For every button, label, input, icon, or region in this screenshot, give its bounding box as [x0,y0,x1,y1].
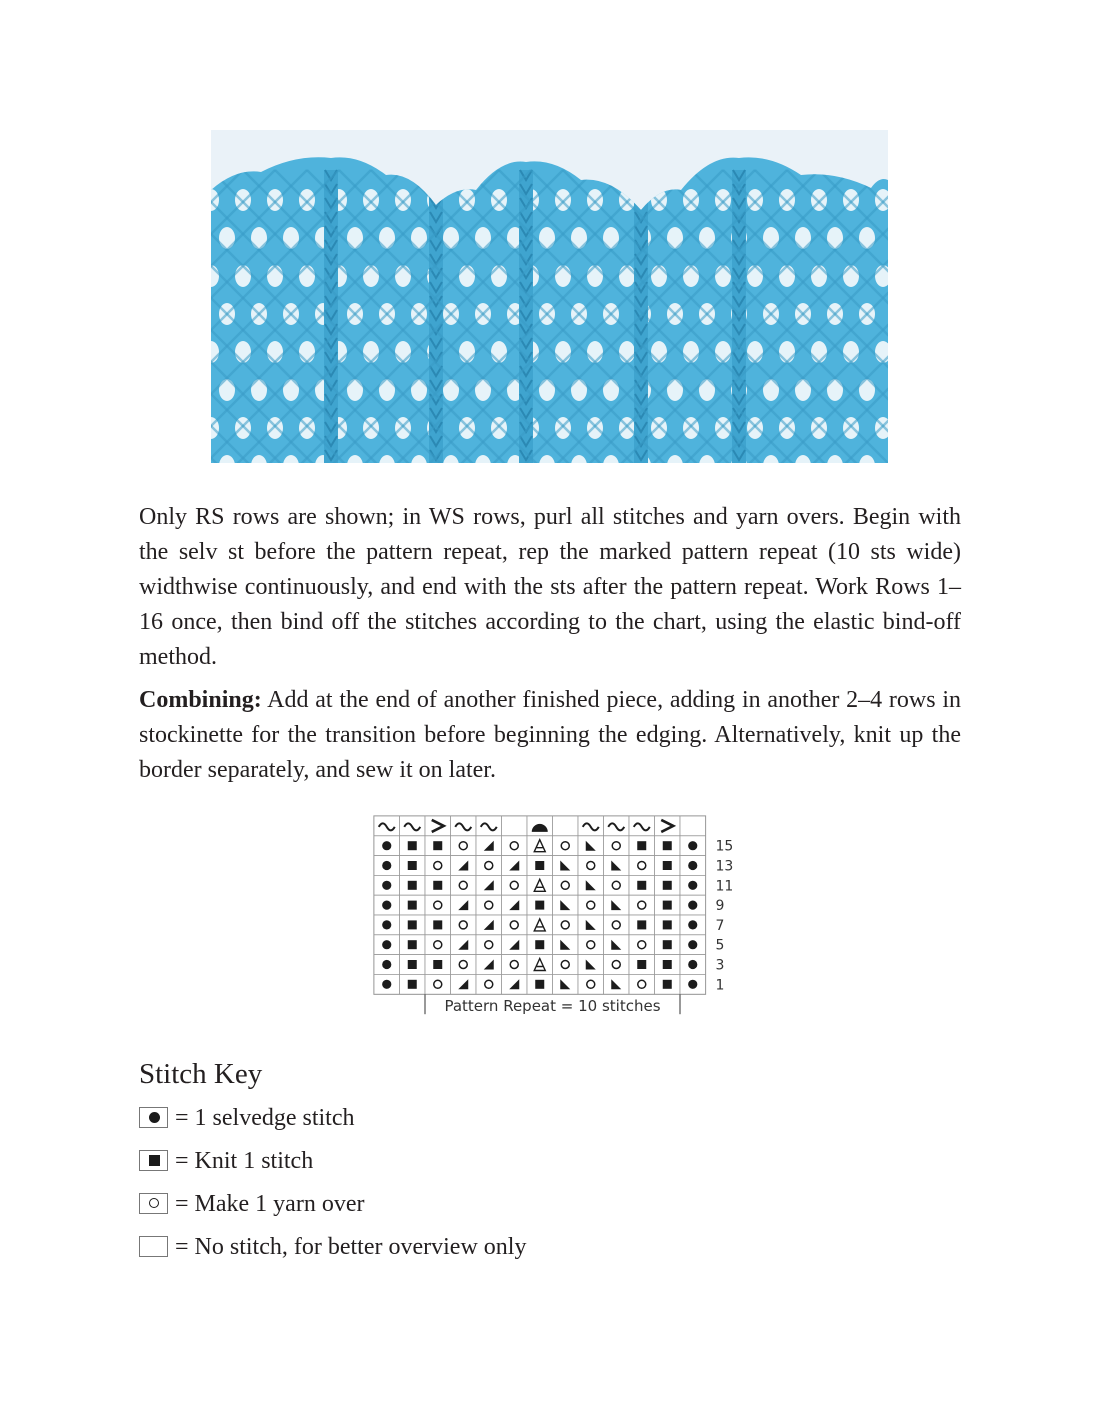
repeat-label: Pattern Repeat = 10 stitches [444,997,661,1016]
knitting-chart [373,813,743,1023]
knit-mark [663,861,672,870]
chart-cell [578,895,604,915]
chart-cell [604,875,630,895]
chart-cell [502,915,528,935]
chart-cell [604,935,630,955]
selvedge-mark [382,841,391,850]
key-label-yarn-over: = Make 1 yarn over [175,1191,365,1217]
combining-text: Add at the end of another finished piece, adding in another 2–4 rows in stockinette for the transition before beginning the edging. Alternatively, knit up the border separately, and sew it on later. [139,687,961,783]
swatch-illustration [211,130,888,463]
selvedge-mark [688,861,697,870]
row-number: 11 [715,878,734,895]
key-label-no-stitch: = No stitch, for better overview only [175,1234,527,1260]
chart-cell [604,955,630,975]
chart-cell [425,935,451,955]
chart-cell [502,935,528,955]
knit-mark [535,901,544,910]
chart-cell [476,895,502,915]
chart-cell [578,836,604,856]
selvedge-mark [688,920,697,929]
chart-grid [373,813,743,1023]
chart-cell [451,895,477,915]
chart-cell [553,935,579,955]
chart-cell [604,895,630,915]
chart-cell [502,895,528,915]
chart-cell [604,915,630,935]
row-number: 9 [715,898,725,915]
chart-cell [578,935,604,955]
selvedge-stitch-icon [139,1107,168,1128]
selvedge-mark [688,901,697,910]
chart-cell [425,816,451,836]
combining-paragraph [139,683,961,788]
chart-cell [604,836,630,856]
row-number: 13 [715,858,734,875]
chart-cell [680,816,706,836]
row-number: 1 [715,977,725,994]
knit-mark [535,861,544,870]
knit-mark [433,920,442,929]
selvedge-mark [688,881,697,890]
knit-mark [408,861,417,870]
knit-mark [663,960,672,969]
selvedge-mark [382,881,391,890]
lace-swatch-photo [211,130,888,463]
chart-cell [502,875,528,895]
chart-cell [655,816,681,836]
knit-mark [663,901,672,910]
chart-cell [553,875,579,895]
selvedge-mark [382,960,391,969]
knit-mark [408,841,417,850]
chart-cell [553,836,579,856]
no-stitch-icon [139,1236,168,1257]
chart-cell [502,816,528,836]
knit-mark [663,920,672,929]
selvedge-mark [688,841,697,850]
chart-cell [578,974,604,994]
selvedge-mark [688,960,697,969]
knit-mark [433,881,442,890]
chart-cell [629,856,655,876]
chart-cell [629,895,655,915]
knit-mark [408,980,417,989]
knit-mark [663,881,672,890]
selvedge-mark [382,940,391,949]
chart-cell [578,856,604,876]
knit-mark [663,841,672,850]
knit-mark [535,940,544,949]
key-label-knit: = Knit 1 stitch [175,1148,314,1174]
chart-cell [451,955,477,975]
yarn-over-icon [139,1193,168,1214]
knit-mark [408,920,417,929]
knit-mark [408,940,417,949]
knit-mark [637,841,646,850]
chart-cell [629,935,655,955]
chart-cell [629,974,655,994]
knit-mark [433,960,442,969]
chart-cell [425,974,451,994]
chart-cell [502,955,528,975]
chart-cell [476,856,502,876]
intro-paragraph: Only RS rows are shown; in WS rows, purl all stitches and yarn overs. Begin with the selv st before the pattern repeat, rep the marked pattern repeat (10 sts wide) widthwise continuously, and end with the sts after the pattern repeat. Work Rows 1–16 once, then bind off the stitches according to the chart, using the elastic bind-off method. [139,504,961,670]
key-label-selvedge: = 1 selvedge stitch [175,1105,355,1131]
row-number: 5 [715,937,725,954]
selvedge-mark [688,980,697,989]
knit-mark [663,980,672,989]
selvedge-mark [382,980,391,989]
knit-mark [408,881,417,890]
knit-mark [663,940,672,949]
chart-cell [425,856,451,876]
knit-mark [637,920,646,929]
knit-mark [637,881,646,890]
chart-cell [451,935,477,955]
chart-cell [553,895,579,915]
knit-mark [433,841,442,850]
chart-cell [451,875,477,895]
selvedge-mark [382,861,391,870]
knit-mark [535,980,544,989]
chart-cell [553,816,579,836]
chart-cell [451,836,477,856]
selvedge-mark [382,901,391,910]
chart-cell [502,836,528,856]
row-number: 7 [715,917,725,934]
selvedge-mark [382,920,391,929]
knit-mark [408,901,417,910]
stitch-key-heading: Stitch Key [139,1058,263,1090]
chart-cell [476,836,502,856]
chart-cell [553,915,579,935]
chart-cell [476,935,502,955]
row-number: 15 [715,838,734,855]
chart-cell [425,895,451,915]
chart-cell [451,915,477,935]
knit-mark [408,960,417,969]
selvedge-mark [688,940,697,949]
row-number: 3 [715,957,725,974]
chart-cell [553,955,579,975]
knit-mark [637,960,646,969]
combining-label: Combining: [139,687,262,713]
knit-stitch-icon [139,1150,168,1171]
chart-cell [476,974,502,994]
